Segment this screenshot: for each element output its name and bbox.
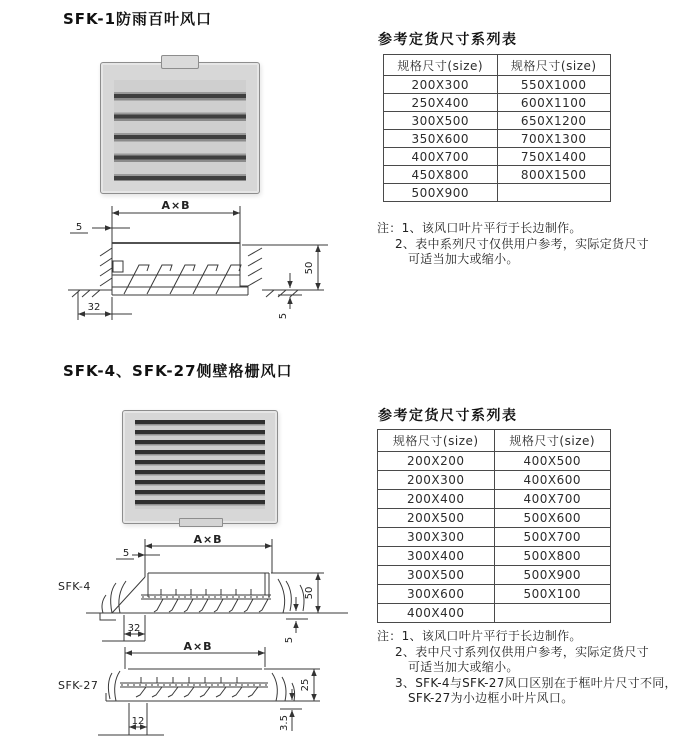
- size-cell: [494, 604, 611, 623]
- size-cell: 200X200: [378, 452, 495, 471]
- note-line: SFK-27为小边框小叶片风口。: [408, 691, 574, 705]
- size-cell: 350X600: [384, 130, 498, 148]
- size-table-sfk1: [383, 54, 611, 202]
- size-cell: 600X1100: [497, 94, 611, 112]
- note-line: 注：1、该风口叶片平行于长边制作。: [377, 221, 582, 235]
- drawing-label-sfk4: SFK-4: [58, 580, 91, 593]
- note-line: 2、表中尺寸系列仅供用户参考，实际定货尺寸: [395, 644, 649, 659]
- notes-sfk4: [377, 629, 682, 707]
- section2-title: SFK-4、SFK-27侧壁格栅风口: [63, 362, 293, 380]
- note-line: 可适当加大或缩小。: [408, 252, 519, 266]
- table-row: [384, 166, 611, 184]
- size-cell: 400X700: [384, 148, 498, 166]
- note-line: 可适当加大或缩小。: [408, 660, 519, 674]
- col-header: 规格尺寸(size): [384, 55, 498, 76]
- table-row: [378, 490, 611, 509]
- section-drawing-sfk27: [56, 640, 361, 748]
- table-row: [384, 76, 611, 94]
- size-cell: 300X500: [378, 566, 495, 585]
- table-row: [378, 547, 611, 566]
- table-row: [378, 452, 611, 471]
- dim-32-label: 32: [87, 302, 101, 313]
- col-header: 规格尺寸(size): [378, 430, 495, 452]
- size-cell: 300X500: [384, 112, 498, 130]
- section1-title: SFK-1防雨百叶风口: [63, 10, 213, 28]
- dim-ab-label: A×B: [161, 199, 191, 212]
- grille-slats: [135, 420, 265, 509]
- size-cell: 250X400: [384, 94, 498, 112]
- size-cell: 500X800: [494, 547, 611, 566]
- dim-12-label: 12: [131, 716, 145, 727]
- table-row: [384, 94, 611, 112]
- size-cell: 500X700: [494, 528, 611, 547]
- size-cell: 200X400: [378, 490, 495, 509]
- size-cell: 450X800: [384, 166, 498, 184]
- size-cell: 200X300: [384, 76, 498, 94]
- size-cell: 800X1500: [497, 166, 611, 184]
- table-row: [384, 148, 611, 166]
- table-row: [378, 528, 611, 547]
- product-bottom-tab: [179, 518, 223, 527]
- drawing-label-sfk27: SFK-27: [58, 679, 99, 692]
- dim-50-label: 50: [304, 586, 315, 600]
- section-drawing-sfk4: [56, 533, 361, 648]
- table-row: [384, 130, 611, 148]
- size-cell: 400X500: [494, 452, 611, 471]
- note-line: 2、表中系列尺寸仅供用户参考，实际定货尺寸: [395, 236, 649, 251]
- size-cell: 500X900: [494, 566, 611, 585]
- size-cell: 750X1400: [497, 148, 611, 166]
- table-row: [378, 509, 611, 528]
- size-cell: 650X1200: [497, 112, 611, 130]
- size-cell: [497, 184, 611, 202]
- table-row: [378, 585, 611, 604]
- dim-ab-label: A×B: [183, 640, 213, 653]
- table-row: [378, 604, 611, 623]
- size-cell: 700X1300: [497, 130, 611, 148]
- dim-25-label: 25: [300, 678, 311, 692]
- product-photo-sfk1: [100, 62, 260, 194]
- size-cell: 500X100: [494, 585, 611, 604]
- size-table-sfk4: [377, 429, 611, 623]
- dim-5-label: 5: [122, 548, 130, 559]
- size-cell: 300X400: [378, 547, 495, 566]
- table1-title: 参考定货尺寸系列表: [378, 32, 518, 48]
- table-row: [378, 471, 611, 490]
- dim-5-label: 5: [75, 222, 83, 233]
- dim-32-label: 32: [127, 623, 141, 634]
- table-row: [378, 566, 611, 585]
- dim-5b-label: 5: [278, 312, 289, 320]
- col-header: 规格尺寸(size): [494, 430, 611, 452]
- col-header: 规格尺寸(size): [497, 55, 611, 76]
- section-drawing-sfk1: [66, 198, 356, 338]
- note-line: 3、SFK-4与SFK-27风口区别在于框叶片尺寸不同，: [395, 675, 677, 690]
- size-cell: 400X700: [494, 490, 611, 509]
- size-cell: 200X300: [378, 471, 495, 490]
- size-cell: 200X500: [378, 509, 495, 528]
- size-cell: 400X400: [378, 604, 495, 623]
- table-row: [384, 184, 611, 202]
- table-row: [384, 112, 611, 130]
- product-top-tab: [161, 55, 199, 69]
- size-cell: 550X1000: [497, 76, 611, 94]
- dim-5b-label: 5: [284, 636, 295, 644]
- product-photo-sfk4: [122, 410, 278, 524]
- size-cell: 500X600: [494, 509, 611, 528]
- size-cell: 500X900: [384, 184, 498, 202]
- dim-ab-label: A×B: [193, 533, 223, 546]
- dim-50-label: 50: [304, 261, 315, 275]
- note-line: 注：1、该风口叶片平行于长边制作。: [377, 629, 582, 643]
- dim-35-label: 3.5: [279, 715, 290, 731]
- size-cell: 300X300: [378, 528, 495, 547]
- size-cell: 400X600: [494, 471, 611, 490]
- louver-slats: [114, 80, 246, 181]
- size-cell: 300X600: [378, 585, 495, 604]
- table2-title: 参考定货尺寸系列表: [378, 408, 518, 424]
- notes-sfk1: [377, 221, 682, 268]
